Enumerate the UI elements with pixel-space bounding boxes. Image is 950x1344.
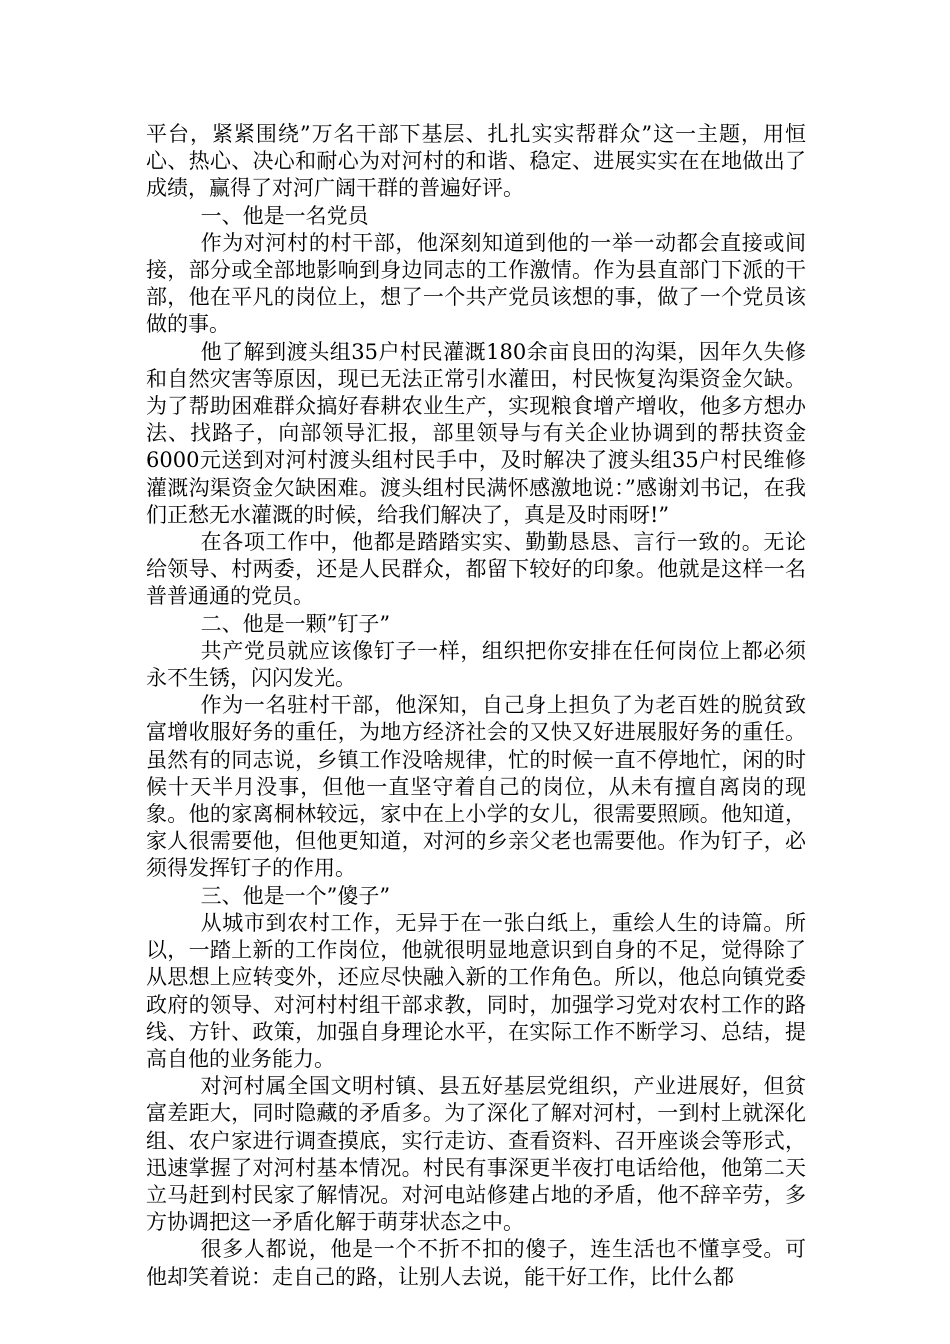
document-body: [146, 121, 806, 1291]
paragraph: 他了解到渡头组35户村民灌溉180余亩良田的沟渠，因年久失修和自然灾害等原因，现已无法正常引水灌田，村民恢复沟渠资金欠缺。为了帮助困难群众搞好春耕农业生产，实现粮食增产增收，他多方想办法、找路子，向部领导汇报，部里领导与有关企业协调到的帮扶资金6000元送到对河村渡头组村民手中，及时解决了渡头组35户村民维修灌溉沟渠资金欠缺困难。渡头组村民满怀感激地说：”感谢刘书记，在我们正愁无水灌溉的时候，给我们解决了，真是及时雨呀!”: [146, 339, 806, 527]
paragraph: 很多人都说，他是一个不折不扣的傻子，连生活也不懂享受。可他却笑着说：走自己的路，让别人去说，能干好工作，比什么都: [146, 1237, 806, 1289]
paragraph-intro-continuation: 平台，紧紧围绕”万名干部下基层、扎扎实实帮群众”这一主题，用恒心、热心、决心和耐心为对河村的和谐、稳定、进展实实在在地做出了成绩，赢得了对河广阔干群的普遍好评。: [146, 122, 806, 201]
paragraph: 在各项工作中，他都是踏踏实实、勤勤恳恳、言行一致的。无论给领导、村两委，还是人民群众，都留下较好的印象。他就是这样一名普普通通的党员。: [146, 530, 806, 609]
paragraph: 从城市到农村工作，无异于在一张白纸上，重绘人生的诗篇。所以，一踏上新的工作岗位，他就很明显地意识到自身的不足，觉得除了从思想上应转变外，还应尽快融入新的工作角色。所以，他总向镇党委政府的领导、对河村村组干部求教，同时，加强学习党对农村工作的路线、方针、政策，加强自身理论水平，在实际工作不断学习、总结，提高自他的业务能力。: [146, 910, 806, 1071]
paragraph: 作为一名驻村干部，他深知，自己身上担负了为老百姓的脱贫致富增收服好务的重任，为地方经济社会的又快又好进展服好务的重任。虽然有的同志说，乡镇工作没啥规律，忙的时候一直不停地忙，闲的时候十天半月没事，但他一直坚守着自己的岗位，从未有擅自离岗的现象。他的家离桐林较远，家中在上小学的女儿，很需要照顾。他知道，家人很需要他，但他更知道，对河的乡亲父老也需要他。作为钉子，必须得发挥钉子的作用。: [146, 693, 806, 881]
section-heading-2: 二、他是一颗”钉子”: [200, 611, 391, 636]
paragraph: 对河村属全国文明村镇、县五好基层党组织，产业进展好，但贫富差距大，同时隐藏的矛盾多。为了深化了解对河村，一到村上就深化组、农户家进行调查摸底，实行走访、查看资料、召开座谈会等形式，迅速掌握了对河村基本情况。村民有事深更半夜打电话给他，他第二天立马赶到村民家了解情况。对河电站修建占地的矛盾，他不辞辛劳，多方协调把这一矛盾化解于萌芽状态之中。: [146, 1074, 806, 1235]
paragraph: 作为对河村的村干部，他深刻知道到他的一举一动都会直接或间接，部分或全部地影响到身边同志的工作激情。作为县直部门下派的干部，他在平凡的岗位上，想了一个共产党员该想的事，做了一个党员该做的事。: [146, 230, 806, 337]
section-heading-1: 一、他是一名党员: [200, 203, 369, 228]
section-heading-3: 三、他是一个”傻子”: [200, 883, 391, 908]
paragraph: 共产党员就应该像钉子一样，组织把你安排在任何岗位上都必须永不生锈，闪闪发光。: [146, 638, 806, 691]
